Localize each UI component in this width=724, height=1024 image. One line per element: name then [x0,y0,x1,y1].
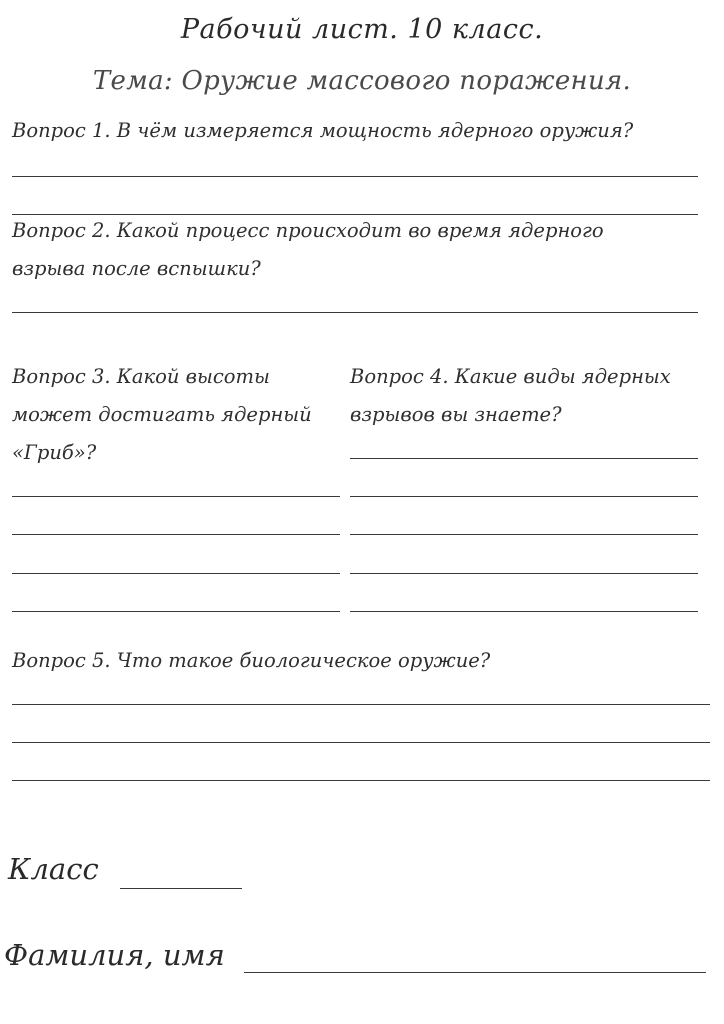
answer-line-q4-4 [350,573,698,574]
question-1: Вопрос 1. В чём измеряется мощность ядерного оружия? [12,119,634,142]
question-2-line-1: Вопрос 2. Какой процесс происходит во время ядерного [12,219,604,242]
question-3-line-2: может достигать ядерный [12,403,312,426]
answer-line-q5-3 [12,780,710,781]
question-4-line-2: взрывов вы знаете? [350,403,562,426]
worksheet-title: Рабочий лист. 10 класс. [180,14,544,45]
worksheet-subtitle: Тема: Оружие массового поражения. [92,66,632,96]
answer-line-q5-1 [12,704,710,705]
answer-line-q3-3 [12,573,340,574]
name-label: Фамилия, имя [4,938,225,972]
answer-line-q4-2 [350,496,698,497]
question-3-line-1: Вопрос 3. Какой высоты [12,365,270,388]
answer-line-q3-2 [12,534,340,535]
question-4-line-1: Вопрос 4. Какие виды ядерных [350,365,671,388]
name-line [244,972,706,973]
answer-line-q4-3 [350,534,698,535]
question-5: Вопрос 5. Что такое биологическое оружие? [12,649,491,672]
answer-line-q3-4 [12,611,340,612]
class-label: Класс [8,852,99,886]
answer-line-q4-5 [350,611,698,612]
answer-line-q4-1 [350,458,698,459]
question-3-line-3: «Гриб»? [12,441,97,464]
answer-line-q1-1 [12,176,698,177]
question-2-line-2: взрыва после вспышки? [12,257,261,280]
answer-line-q3-1 [12,496,340,497]
answer-line-q2 [12,312,698,313]
class-line [120,888,242,889]
answer-line-q5-2 [12,742,710,743]
